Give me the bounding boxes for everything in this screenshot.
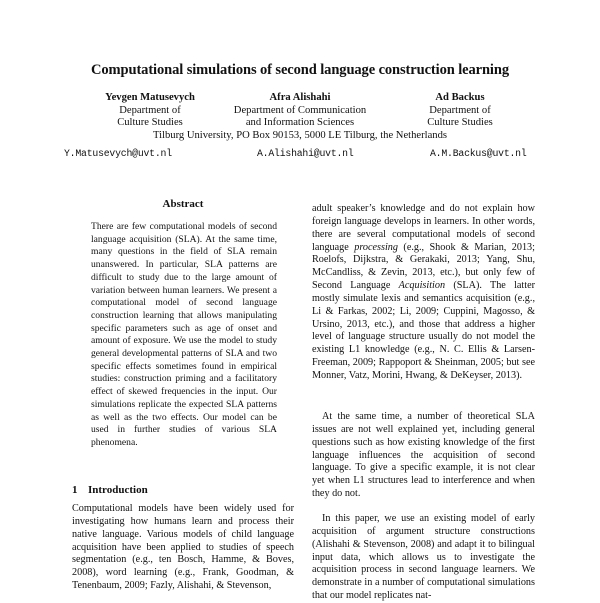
paragraph-text: adult speaker’s knowledge and do not explain how foreign language develops in learners. In other words, there are several computational models of second language <box>312 203 535 253</box>
emphasis-text: processing <box>354 241 398 253</box>
paragraph-text: (SLA). The latter mostly simulate lexis and semantics acquisition (e.g., Li & Farkas, 2002; Li, 2009; Cuppini, Magosso, & Ursino, 2013, etc.), and those that address a higher level of language structure usually do not model the existing L1 knowledge (e.g., N. C. Ellis & Larsen-Freeman, 2009; Rappoport & Sheinman, 2005; but see Monner, Vatz, Morini, Hwang, & DeKeyser, 2013). <box>312 280 535 381</box>
body-paragraph <box>312 203 535 383</box>
author-department: Department of <box>429 104 491 116</box>
body-paragraph: In this paper, we use an existing model of early acquisition of argument structure constructions (Alishahi & Stevenson, 2008) and adapt it to bilingual input data, which allows us to investigate the acquisition process in second language learners. We demonstrate in a number of computational simulations that our model replicates nat- <box>312 513 535 602</box>
section-heading <box>72 484 148 496</box>
author-name: Yevgen Matusevych <box>105 92 195 103</box>
author-name: Afra Alishahi <box>269 92 331 103</box>
author-department: and Information Sciences <box>245 117 355 129</box>
author-department: Department of Communication <box>233 104 367 116</box>
emphasis-text: Acquisition <box>398 280 446 292</box>
affiliation: Tilburg University, PO Box 90153, 5000 LE Tilburg, the Netherlands <box>153 130 447 141</box>
body-paragraph: At the same time, a number of theoretical SLA issues are not well explained yet, including general questions such as how existing knowledge of the first language influences the acquisition of second language. To give a specific example, it is not clear yet when L1 structures lead to interference and when they do not. <box>312 411 535 500</box>
section-number: 1 <box>72 484 78 496</box>
author-email: Y.Matusevych@uvt.nl <box>64 148 172 159</box>
author-department: Department of <box>119 104 181 116</box>
author-block <box>70 92 230 130</box>
abstract-heading: Abstract <box>162 198 204 210</box>
abstract-text: There are few computational models of second language acquisition (SLA). At the same time, many questions in the field of SLA remain unanswered. In particular, SLA patterns are difficult to study due to the large amount of variation between human learners. We present a computational model of second language construction learning that allows manipulating specific parameters such as age of onset and amount of exposure. We use the model to study general developmental patterns of SLA and two specific effects sometimes found in empirical studies: construction priming and a facilitatory effect of skewed frequencies in the input. Our simulations replicate the expected SLA patterns as well as the two effects. Our model can be used in further studies of various SLA phenomena. <box>91 221 277 448</box>
author-email: A.Alishahi@uvt.nl <box>257 148 354 159</box>
author-department: Culture Studies <box>427 117 493 129</box>
author-block <box>210 92 390 130</box>
paragraph-text: (e.g., Shook & Marian, 2013; Roelofs, Dijkstra, & Gerakaki, 2013; Yang, Shu, McCandliss, & Zevin, 2013, etc.), but only few of Second Language <box>312 241 535 292</box>
paper-title: Computational simulations of second language construction learning <box>91 62 509 78</box>
author-name: Ad Backus <box>435 92 485 103</box>
section-title: Introduction <box>88 484 148 496</box>
author-block <box>390 92 530 130</box>
author-email: A.M.Backus@uvt.nl <box>430 148 527 159</box>
author-department: Culture Studies <box>117 117 183 129</box>
introduction-text: Computational models have been widely used for investigating how humans learn and process their native language. Various models of child language acquisition have been applied to studies of speech segmentation (e.g., ten Bosch, Hamme, & Boves, 2008), word learning (e.g., Frank, Goodman, & Tenenbaum, 2009; Fazly, Alishahi, & Stevenson, <box>72 503 294 592</box>
